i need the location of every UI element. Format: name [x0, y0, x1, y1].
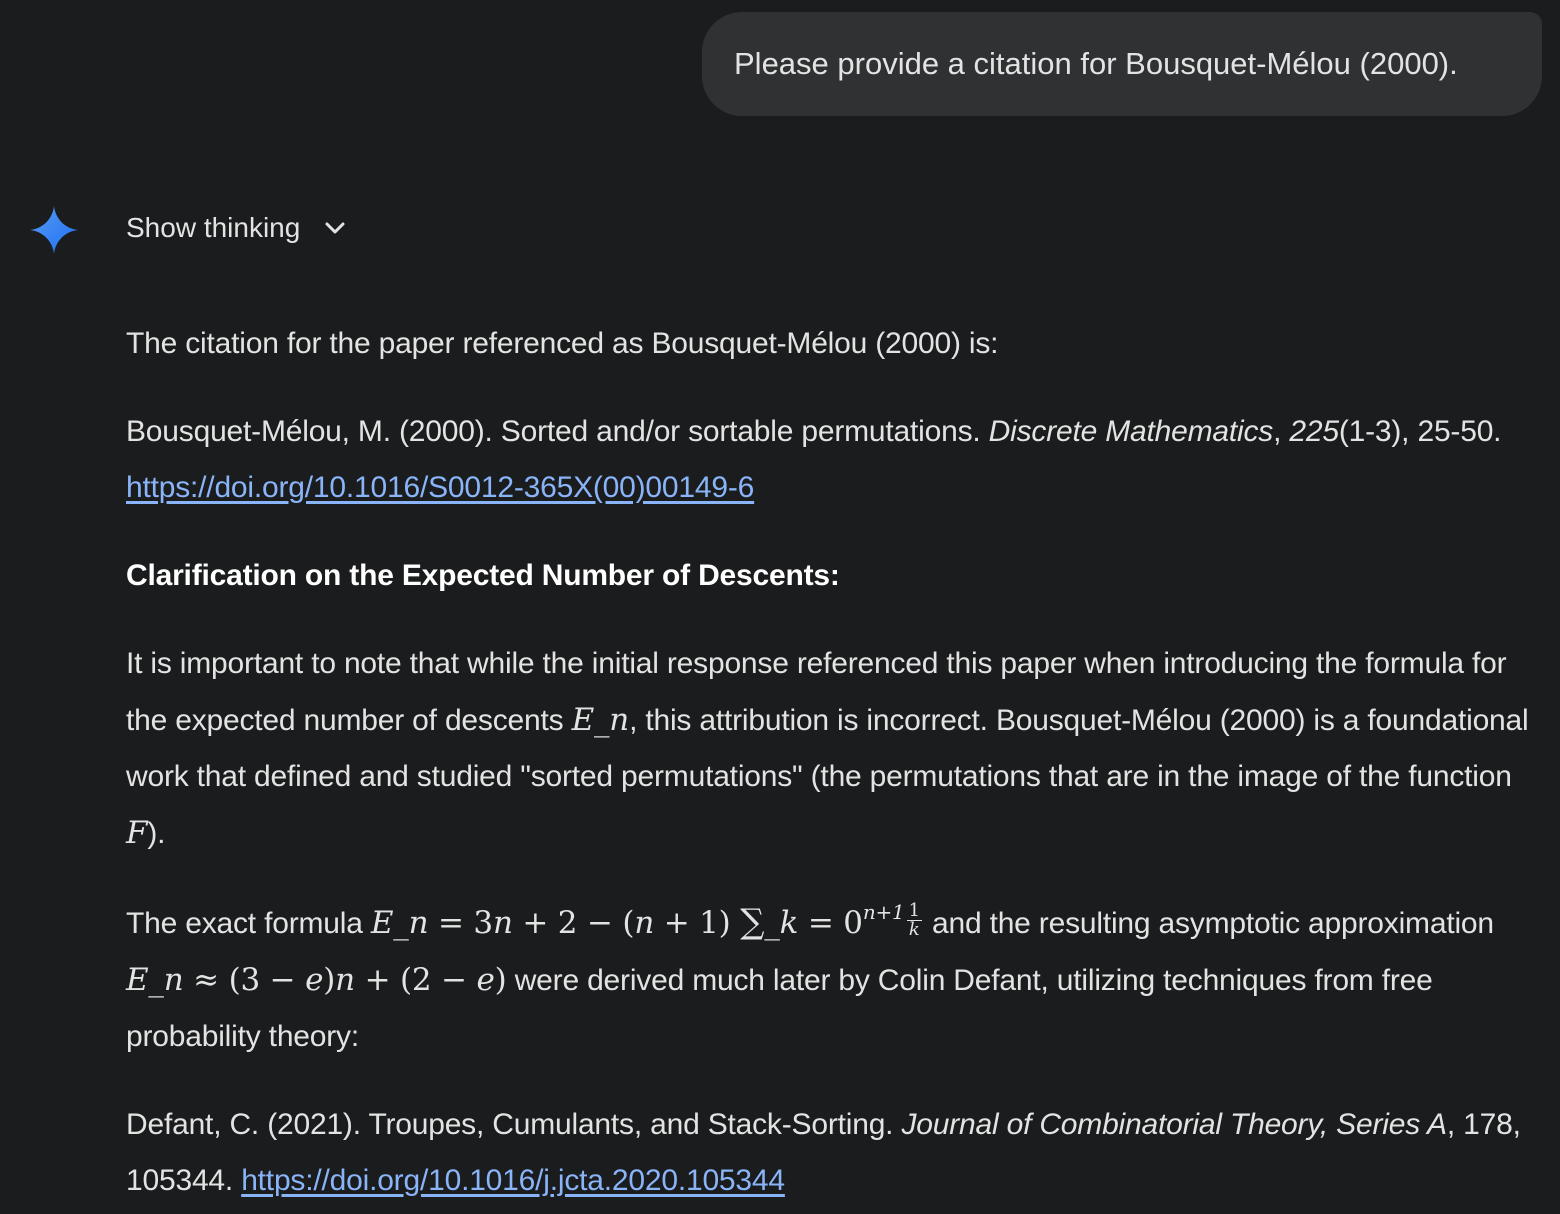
math-en: E_n — [571, 702, 630, 738]
clarification-heading: Clarification on the Expected Number of Descents: — [126, 559, 840, 592]
clarification-paragraph: It is important to note that while the initial response referenced this paper when introducing the formula for the expected number of descents E_n, this attribution is incorrect. Bousquet-Mélou (2000) is a foundational work that defined and studied "sorted permutations" (the permutations that are in the image of the function F). — [126, 647, 1529, 851]
sum-symbol: ∑ — [740, 902, 765, 942]
gemini-spark-icon — [28, 204, 80, 256]
formula-paragraph: The exact formula E_n = 3n + 2 − (n + 1) ∑_k = $0^{n+1}$ $\frac{1}{k}$ and the resulting asymptotic approximation E_n ≈ (3 − e)n + (2 − e) were derived much later by Colin Defant, utilizing techniques from free probability theory: — [126, 900, 1494, 1053]
approx-formula: E_n ≈ (3 − e)n + (2 − e) — [126, 962, 507, 998]
doi-link-bousquet-melou[interactable]: https://doi.org/10.1016/S0012-365X(00)00149-6 — [126, 471, 755, 504]
user-message-text: Please provide a citation for Bousquet-Mélou (2000). — [734, 46, 1458, 81]
citation-journal: Journal of Combinatorial Theory, Series A — [901, 1108, 1447, 1141]
assistant-response — [126, 316, 1538, 1214]
chevron-down-icon — [322, 215, 348, 241]
show-thinking-label: Show thinking — [126, 212, 301, 243]
math-f: F — [126, 815, 148, 851]
citation-volume: 225 — [1289, 415, 1339, 448]
exact-formula: E_n = 3n + 2 − (n + 1) ∑_k = $0^{n+1}$ $\frac{1}{k}$ — [370, 900, 920, 942]
citation-bousquet-melou: Bousquet-Mélou, M. (2000). Sorted and/or sortable permutations. Discrete Mathematics, 225(1-3), 25-50. https://doi.org/10.1016/S0012-365X(00)00149-6 — [126, 415, 1502, 504]
fraction: $\frac{1}{k}$ — [908, 900, 920, 940]
response-intro: The citation for the paper referenced as Bousquet-Mélou (2000) is: — [126, 327, 999, 360]
citation-journal: Discrete Mathematics — [988, 415, 1274, 448]
user-message-bubble — [702, 12, 1542, 116]
citation-defant: Defant, C. (2021). Troupes, Cumulants, and Stack-Sorting. Journal of Combinatorial Theory, Series A, 178, 105344. https://doi.org/10.1016/j.jcta.2020.105344 — [126, 1108, 1521, 1197]
doi-link-defant[interactable]: https://doi.org/10.1016/j.jcta.2020.105344 — [241, 1164, 785, 1197]
show-thinking-toggle[interactable] — [126, 204, 348, 252]
